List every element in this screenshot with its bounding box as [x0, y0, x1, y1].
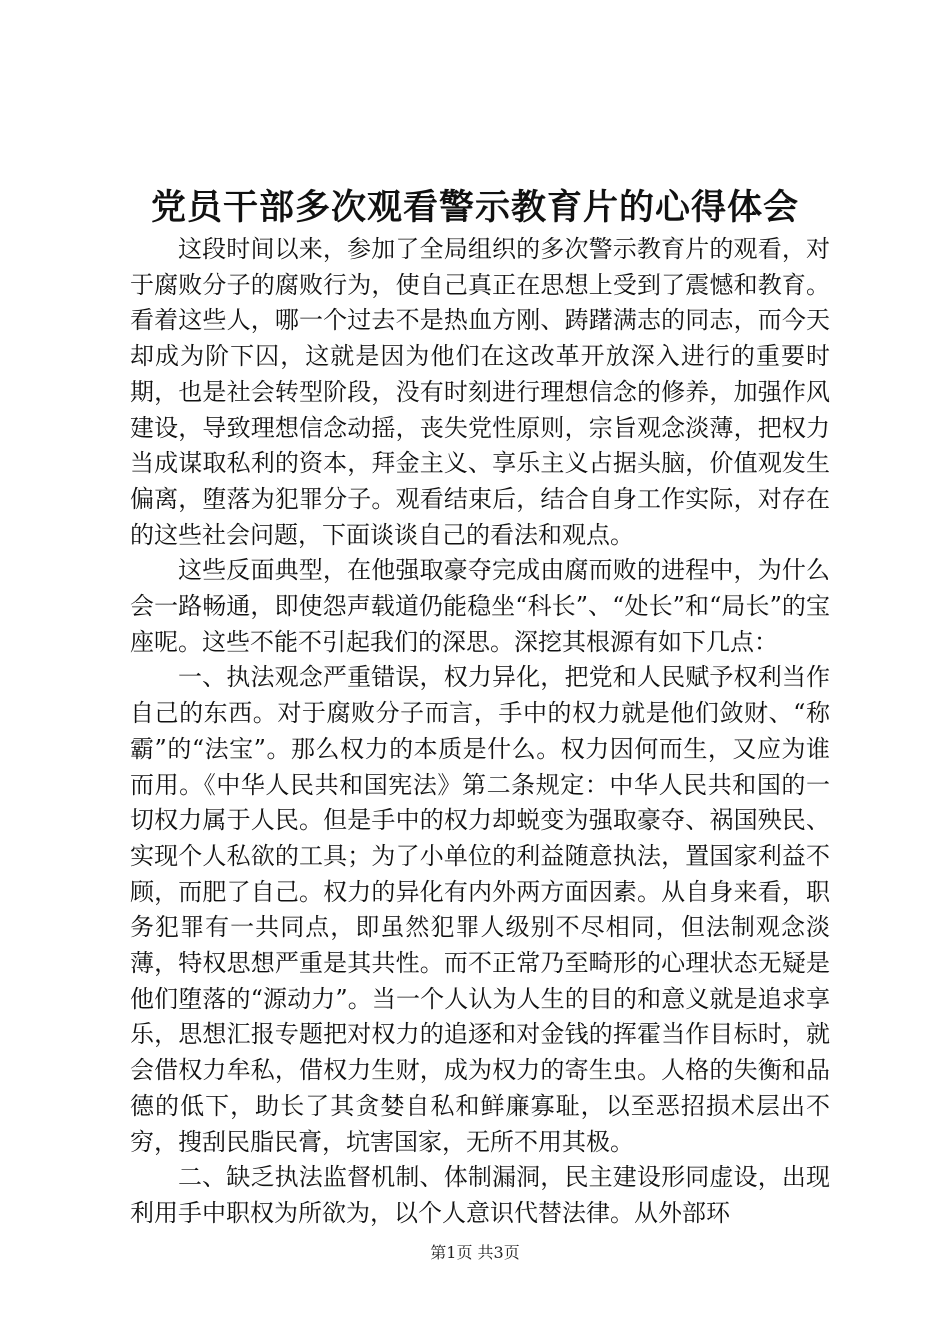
- paragraph-4: 二、缺乏执法监督机制、体制漏洞，民主建设形同虚设，出现利用手中职权为所欲为，以个人意识代替法律。从外部环: [130, 1163, 830, 1227]
- document-title: 党员干部多次观看警示教育片的心得体会: [150, 187, 799, 228]
- page-number-footer: 第1页 共3页: [430, 1243, 520, 1262]
- paragraph-2: 这些反面典型，在他强取豪夺完成由腐而败的进程中，为什么会一路畅通，即使怨声载道仍能稳坐“科长”、“处长”和“局长”的宝座呢。这些不能不引起我们的深思。深挖其根源有如下几点：: [130, 556, 830, 656]
- paragraph-3: 一、执法观念严重错误，权力异化，把党和人民赋予权利当作自己的东西。对于腐败分子而言，手中的权力就是他们敛财、“称霸”的“法宝”。那么权力的本质是什么。权力因何而生，又应为谁而用。《中华人民共和国宪法》第二条规定：中华人民共和国的一切权力属于人民。但是手中的权力却蜕变为强取豪夺、祸国殃民、实现个人私欲的工具；为了小单位的利益随意执法，置国家利益不顾，而肥了自己。权力的异化有内外两方面因素。从自身来看，职务犯罪有一共同点，即虽然犯罪人级别不尽相同，但法制观念淡薄，特权思想严重是其共性。而不正常乃至畸形的心理状态无疑是他们堕落的“源动力”。当一个人认为人生的目的和意义就是追求享乐，思想汇报专题把对权力的追逐和对金钱的挥霍当作目标时，就会借权力牟私，借权力生财，成为权力的寄生虫。人格的失衡和品德的低下，助长了其贪婪自私和鲜廉寡耻，以至恶招损术层出不穷，搜刮民脂民膏，坑害国家，无所不用其极。: [130, 663, 830, 1156]
- document-body: [130, 232, 830, 1232]
- paragraph-1: 这段时间以来，参加了全局组织的多次警示教育片的观看，对于腐败分子的腐败行为，使自己真正在思想上受到了震憾和教育。看着这些人，哪一个过去不是热血方刚、踌躇满志的同志，而今天却成为阶下囚，这就是因为他们在这改革开放深入进行的重要时期，也是社会转型阶段，没有时刻进行理想信念的修养，加强作风建设，导致理想信念动摇，丧失党性原则，宗旨观念淡薄，把权力当成谋取私利的资本，拜金主义、享乐主义占据头脑，价值观发生偏离，堕落为犯罪分子。观看结束后，结合自身工作实际，对存在的这些社会问题，下面谈谈自己的看法和观点。: [130, 235, 830, 549]
